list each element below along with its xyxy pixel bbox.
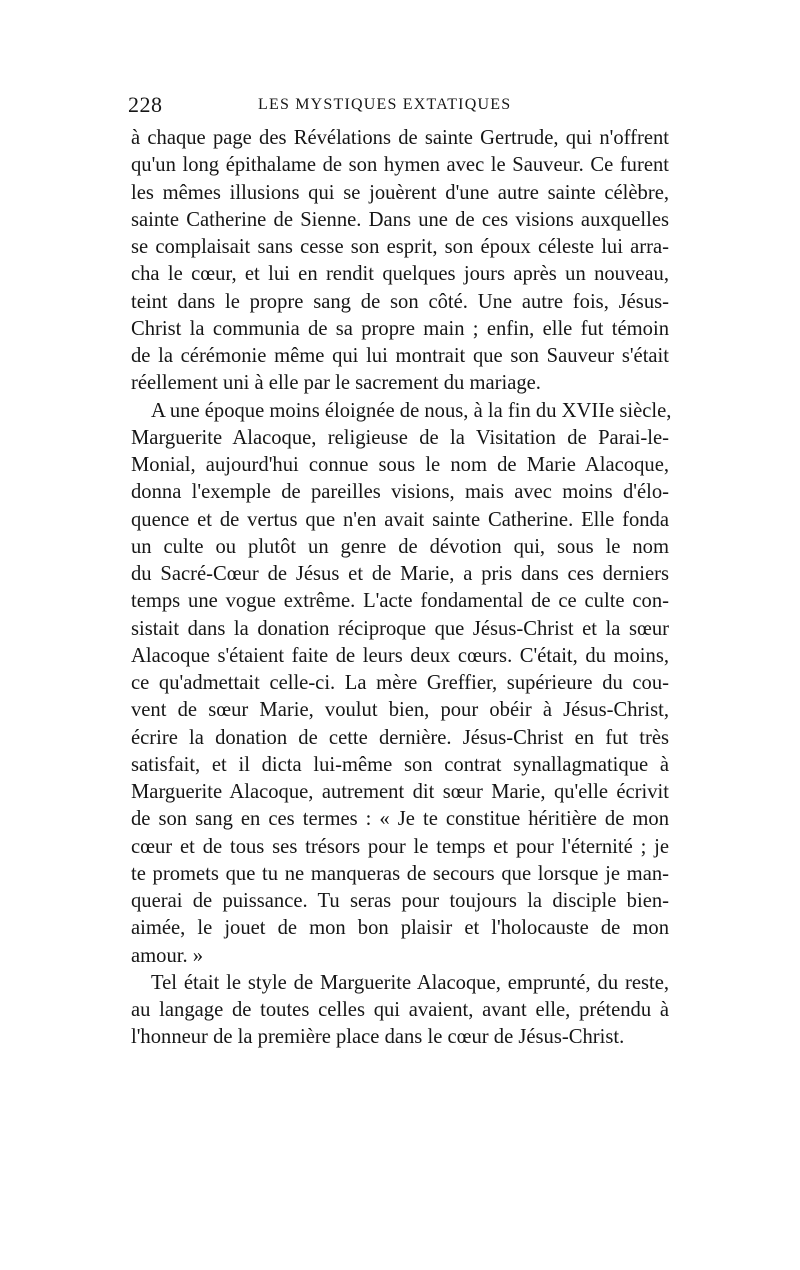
text-line: les mêmes illusions qui se jouèrent d'une autre sainte célèbre, (131, 181, 669, 204)
running-head (128, 92, 674, 122)
text-line: teint dans le propre sang de son côté. Une autre fois, Jésus- (131, 290, 669, 313)
text-line: de son sang en ces termes : « Je te constitue héritière de mon (131, 808, 669, 831)
text-line: querai de puissance. Tu seras pour toujours la disciple bien- (131, 890, 669, 912)
text-line: amour. » (131, 944, 204, 967)
text-line: à chaque page des Révélations de sainte Gertrude, qui n'offrent (131, 127, 669, 149)
text-line: Alacoque s'étaient faite de leurs deux cœurs. C'était, du moins, (131, 644, 669, 667)
page-number: 228 (128, 92, 163, 117)
text-line: Christ la communia de sa propre main ; enfin, elle fut témoin (131, 317, 669, 340)
text-line: Tel était le style de Marguerite Alacoque, emprunté, du reste, (151, 971, 669, 994)
text-line: se complaisait sans cesse son esprit, son époux céleste lui arra- (131, 236, 669, 258)
text-line: A une époque moins éloignée de nous, à la fin du XVIIe siècle, (151, 399, 672, 422)
text-line: un culte ou plutôt un genre de dévotion qui, sous le nom (131, 535, 669, 558)
text-line: réellement uni à elle par le sacrement du mariage. (131, 372, 541, 395)
body-text (131, 125, 672, 1052)
text-line: Marguerite Alacoque, religieuse de la Visitation de Parai-le- (131, 426, 669, 449)
text-line: te promets que tu ne manqueras de secours que lorsque je man- (131, 862, 669, 885)
text-line: cha le cœur, et lui en rendit quelques jours après un nouveau, (131, 263, 669, 286)
text-line: Marguerite Alacoque, autrement dit sœur Marie, qu'elle écrivit (131, 781, 669, 803)
text-line: donna l'exemple de pareilles visions, mais avec moins d'élo- (131, 481, 669, 504)
text-line: Monial, aujourd'hui connue sous le nom de Marie Alacoque, (131, 454, 669, 476)
text-line: cœur et de tous ses trésors pour le temps et pour l'éternité ; je (131, 835, 669, 858)
text-line: qu'un long épithalame de son hymen avec le Sauveur. Ce furent (131, 154, 669, 177)
text-line: sistait dans la donation réciproque que Jésus-Christ et la sœur (131, 617, 669, 640)
text-line: quence et de vertus que n'en avait sainte Catherine. Elle fonda (131, 508, 669, 531)
text-line: ce qu'admettait celle-ci. La mère Greffier, supérieure du cou- (131, 672, 669, 694)
running-title: LES MYSTIQUES EXTATIQUES (258, 96, 512, 113)
text-line: écrire la donation de cette dernière. Jésus-Christ en fut très (131, 726, 669, 749)
text-line: au langage de toutes celles qui avaient, avant elle, prétendu à (131, 999, 669, 1021)
text-line: l'honneur de la première place dans le cœur de Jésus-Christ. (131, 1026, 625, 1049)
text-line: de la cérémonie même qui lui montrait que son Sauveur s'était (131, 345, 669, 367)
text-line: temps une vogue extrême. L'acte fondamental de ce culte con- (131, 590, 669, 613)
text-line: du Sacré-Cœur de Jésus et de Marie, a pris dans ces derniers (131, 563, 669, 585)
text-line: vent de sœur Marie, voulut bien, pour obéir à Jésus-Christ, (131, 699, 669, 722)
text-line: aimée, le jouet de mon bon plaisir et l'holocauste de mon (131, 917, 669, 940)
text-line: sainte Catherine de Sienne. Dans une de ces visions auxquelles (131, 208, 669, 231)
text-line: satisfait, et il dicta lui-même son contrat synallagmatique à (131, 753, 669, 776)
